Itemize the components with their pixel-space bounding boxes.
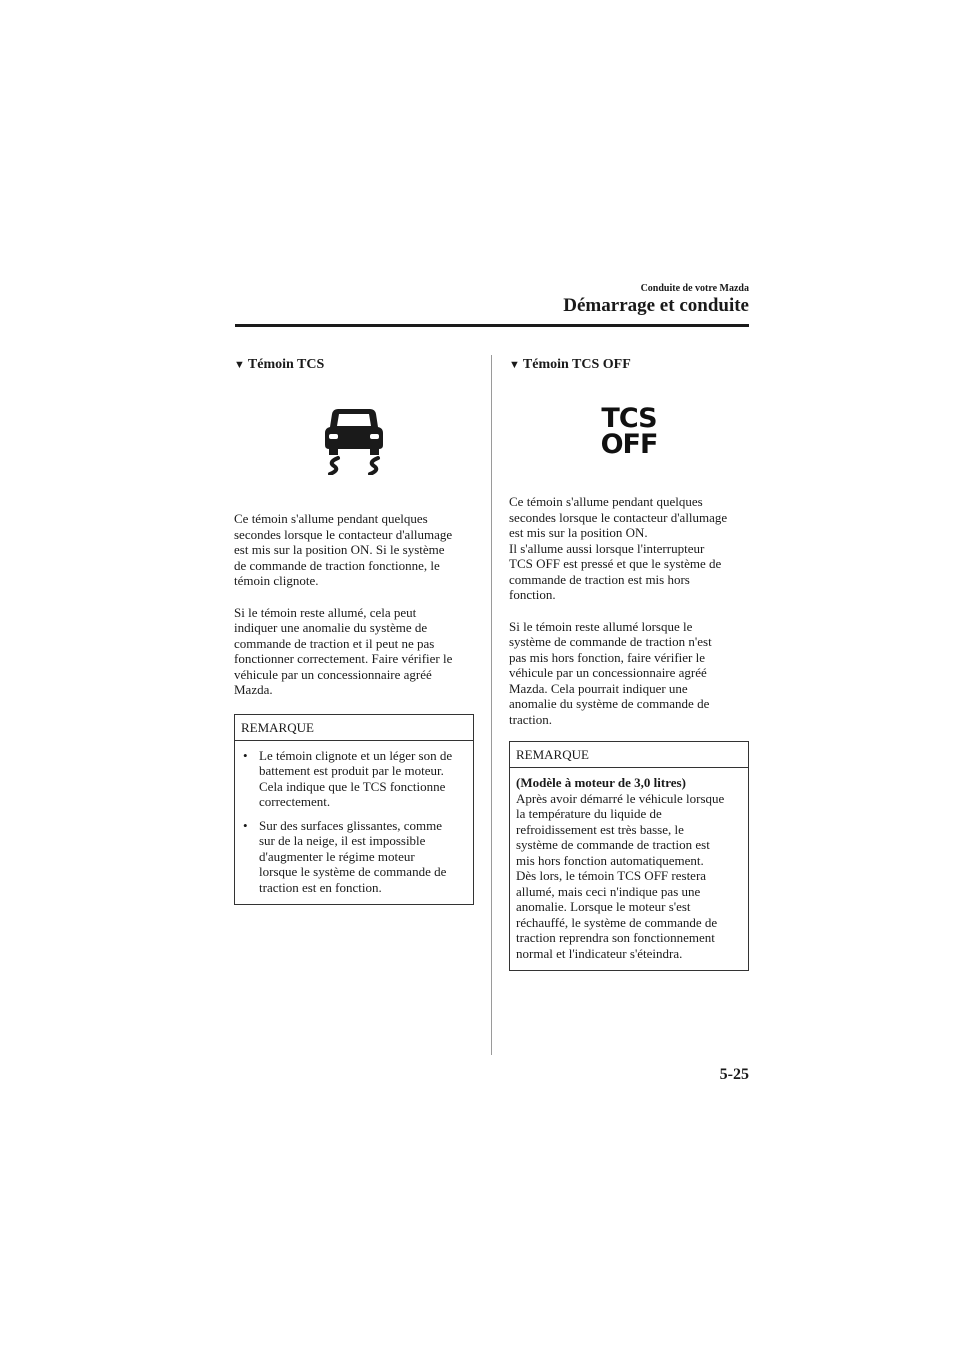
chapter-subtitle: Conduite de votre Mazda <box>640 283 749 294</box>
tcs-off-paragraph-2: Si le témoin reste allumé lorsque le système de commande de traction n'est pas mis hors fonction, faire vérifier le véhicule par un concessionnaire agréé Mazda. Cela pourrait indiquer une anomalie du système de commande de traction. <box>509 618 712 727</box>
note-title: REMARQUE <box>235 715 473 741</box>
page-number: 5-25 <box>719 1066 749 1083</box>
note-title: REMARQUE <box>510 742 748 768</box>
note-item-text: Sur des surfaces glissantes, comme sur de la neige, il est impossible d'augmenter le régime moteur lorsque le système de commande de traction est en fonction. <box>259 817 447 895</box>
note-box-tcs <box>234 714 474 906</box>
column-divider <box>491 355 492 1055</box>
header-divider <box>235 324 749 327</box>
note-text: Après avoir démarré le véhicule lorsque la température du liquide de refroidissement est très basse, le système de commande de traction est mis hors fonction automatiquement. Dès lors, le témoin TCS OFF restera allumé, mais ceci n'indique pas une anomalie. Lorsque le moteur s'est réchauffé, le système de commande de traction reprendra son fonctionnement normal et l'indicateur s'éteindra. <box>516 790 725 961</box>
right-column <box>509 355 749 971</box>
note-body <box>235 741 473 905</box>
tcs-off-icon <box>601 404 658 477</box>
tcs-off-indicator-figure <box>509 404 749 477</box>
tcs-paragraph-1: Ce témoin s'allume pendant quelques secondes lorsque le contacteur d'allumage est mis sur la position ON. Si le système de commande de traction fonctionne, le témoin clignote. <box>234 511 453 588</box>
tcs-skid-car-icon <box>324 405 384 475</box>
bullet-icon: • <box>243 747 248 763</box>
tcs-indicator-figure <box>234 405 474 487</box>
chapter-title: Démarrage et conduite <box>563 295 749 316</box>
note-heading: (Modèle à moteur de 3,0 litres) <box>516 775 686 790</box>
left-column <box>234 355 474 905</box>
section-marker-icon: ▼ <box>509 359 520 371</box>
note-body <box>510 768 748 970</box>
section-title-text: Témoin TCS OFF <box>522 357 631 372</box>
tcs-paragraph-2: Si le témoin reste allumé, cela peut indiquer une anomalie du système de commande de traction et il peut ne pas fonctionner correctement. Faire vérifier le véhicule par un concessionnaire agréé Mazda. <box>234 604 453 697</box>
note-box-tcs-off <box>509 741 749 971</box>
tcs-off-icon-line1: TCS <box>601 403 657 434</box>
note-list-item <box>241 748 467 810</box>
note-item-text: Le témoin clignote et un léger son de battement est produit par le moteur. Cela indique que le TCS fonctionne correctement. <box>259 747 453 809</box>
bullet-icon: • <box>243 817 248 833</box>
section-marker-icon: ▼ <box>234 359 245 371</box>
section-title-tcs-off <box>509 355 749 375</box>
section-title-tcs <box>234 355 474 375</box>
section-title-text: Témoin TCS <box>247 357 325 372</box>
note-list <box>241 748 467 896</box>
tcs-off-paragraph-1: Ce témoin s'allume pendant quelques secondes lorsque le contacteur d'allumage est mis sur la position ON. Il s'allume aussi lorsque l'interrupteur TCS OFF est pressé et que le système de commande de traction est mis hors fonction. <box>509 494 728 602</box>
note-list-item <box>241 818 467 896</box>
tcs-off-icon-line2: OFF <box>600 429 658 460</box>
